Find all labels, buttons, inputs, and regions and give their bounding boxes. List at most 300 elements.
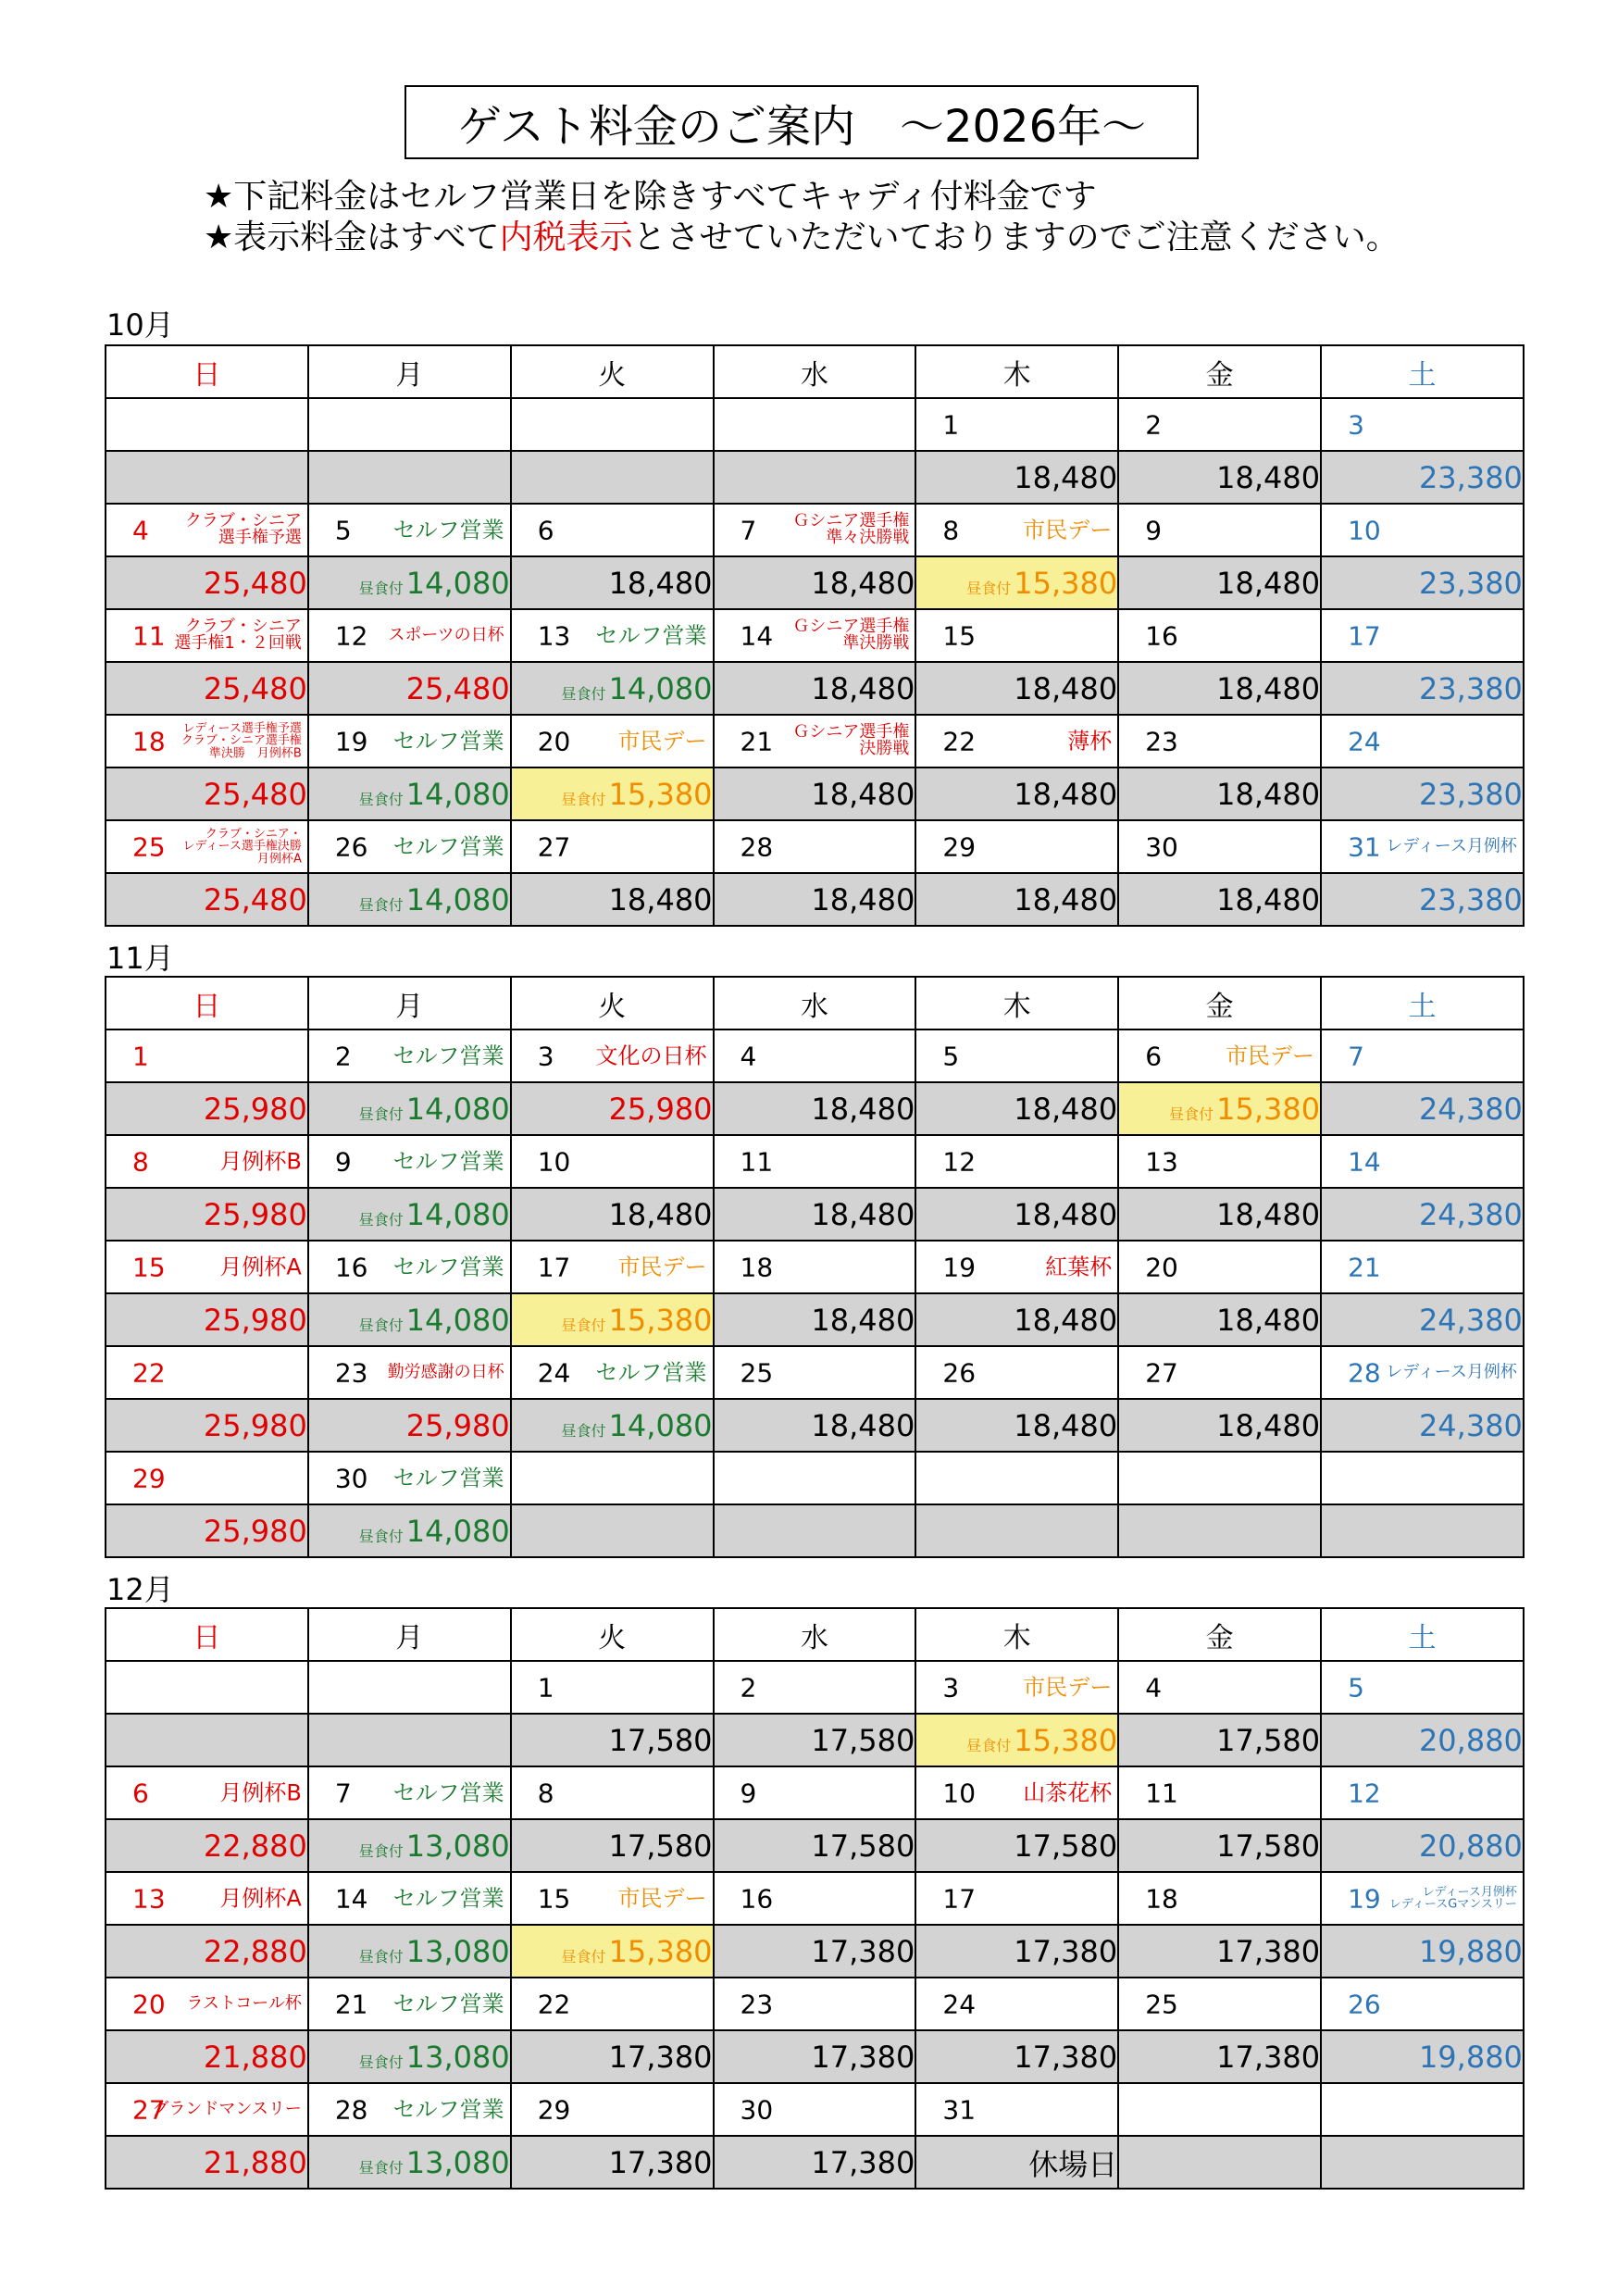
day-cell bbox=[1118, 609, 1321, 662]
day-cell bbox=[106, 504, 308, 556]
event-label: セルフ営業 bbox=[392, 832, 504, 859]
price-cell bbox=[511, 556, 714, 609]
price-cell bbox=[308, 873, 511, 926]
price-cell bbox=[308, 662, 511, 715]
price-value: 14,080 bbox=[608, 670, 713, 706]
day-number: 12 bbox=[334, 620, 368, 651]
day-number: 3 bbox=[942, 1672, 960, 1703]
day-number: 1 bbox=[942, 409, 960, 440]
price-value: 15,380 bbox=[608, 1933, 713, 1969]
day-number: 4 bbox=[1145, 1672, 1163, 1703]
day-number: 13 bbox=[537, 620, 571, 651]
event-label: セルフ営業 bbox=[392, 1147, 504, 1174]
day-cell bbox=[106, 1029, 308, 1082]
price-cell bbox=[714, 1188, 916, 1241]
price-cell bbox=[511, 767, 714, 820]
price-value: 25,480 bbox=[405, 670, 510, 706]
day-number: 3 bbox=[1348, 409, 1364, 440]
day-number: 14 bbox=[1348, 1146, 1381, 1177]
day-cell bbox=[714, 715, 916, 767]
day-cell bbox=[1118, 504, 1321, 556]
day-cell bbox=[511, 1661, 714, 1714]
price-value: 13,080 bbox=[405, 1933, 510, 1969]
day-cell bbox=[1321, 2083, 1524, 2136]
day-number: 18 bbox=[740, 1252, 774, 1282]
price-value: 18,480 bbox=[811, 1091, 915, 1127]
price-cell bbox=[308, 1819, 511, 1872]
lunch-included-label: 昼食付 bbox=[1169, 1104, 1214, 1123]
day-cell bbox=[1321, 1661, 1524, 1714]
day-number: 30 bbox=[334, 1463, 368, 1493]
day-number: 9 bbox=[740, 1778, 757, 1808]
price-value: 17,380 bbox=[811, 2039, 915, 2075]
day-cell bbox=[308, 609, 511, 662]
day-cell bbox=[106, 820, 308, 873]
price-value: 24,380 bbox=[1418, 1196, 1523, 1232]
price-cell bbox=[308, 2136, 511, 2189]
price-value: 18,480 bbox=[1216, 881, 1321, 917]
price-cell bbox=[106, 1188, 308, 1241]
price-value: 17,380 bbox=[1216, 1933, 1321, 1969]
price-cell bbox=[714, 1925, 916, 1978]
day-cell bbox=[308, 398, 511, 451]
day-number: 10 bbox=[1348, 515, 1381, 545]
day-cell bbox=[1118, 1029, 1321, 1082]
day-number: 28 bbox=[334, 2094, 368, 2125]
day-cell bbox=[714, 820, 916, 873]
price-value: 18,480 bbox=[811, 670, 915, 706]
price-cell bbox=[511, 451, 714, 504]
event-label: クラブ・シニア・ レディース選手権決勝 月例杯A bbox=[182, 827, 302, 867]
price-value: 休場日 bbox=[1028, 2146, 1118, 2182]
day-number: 26 bbox=[334, 831, 368, 862]
price-cell bbox=[915, 2030, 1118, 2083]
day-number: 16 bbox=[1145, 620, 1178, 651]
price-value: 18,480 bbox=[1014, 1196, 1118, 1232]
price-value: 24,380 bbox=[1418, 1302, 1523, 1338]
day-number: 20 bbox=[537, 726, 571, 756]
event-label: 月例杯B bbox=[219, 1778, 302, 1805]
price-cell bbox=[308, 556, 511, 609]
day-number: 19 bbox=[942, 1252, 977, 1282]
price-value: 13,080 bbox=[405, 1828, 510, 1864]
weekday-header: 土 bbox=[1321, 1608, 1524, 1661]
day-cell bbox=[714, 1661, 916, 1714]
price-value: 17,380 bbox=[811, 2144, 915, 2180]
day-number: 9 bbox=[334, 1146, 352, 1177]
lunch-included-label: 昼食付 bbox=[561, 684, 606, 703]
price-cell bbox=[308, 1293, 511, 1346]
day-cell bbox=[714, 1452, 916, 1504]
day-number: 2 bbox=[334, 1041, 352, 1071]
event-label: セルフ営業 bbox=[392, 516, 504, 543]
price-cell bbox=[106, 1082, 308, 1135]
day-number: 28 bbox=[740, 831, 774, 862]
price-cell bbox=[511, 1504, 714, 1557]
month-label-nov: 11月 bbox=[106, 941, 174, 976]
price-cell bbox=[1118, 451, 1321, 504]
weekday-header: 水 bbox=[714, 345, 916, 398]
weekday-header: 木 bbox=[915, 977, 1118, 1029]
day-cell bbox=[714, 609, 916, 662]
day-number: 6 bbox=[132, 1778, 149, 1808]
weekday-header: 土 bbox=[1321, 977, 1524, 1029]
price-cell bbox=[714, 1504, 916, 1557]
day-number: 30 bbox=[740, 2094, 774, 2125]
price-cell bbox=[511, 2030, 714, 2083]
day-cell bbox=[106, 1241, 308, 1293]
price-cell bbox=[1321, 2030, 1524, 2083]
event-label: クラブ・シニア 選手権1・２回戦 bbox=[174, 616, 302, 654]
day-number: 22 bbox=[942, 726, 977, 756]
price-cell bbox=[1118, 662, 1321, 715]
day-number: 4 bbox=[132, 515, 149, 545]
weekday-header: 金 bbox=[1118, 1608, 1321, 1661]
price-cell bbox=[714, 1399, 916, 1452]
day-number: 8 bbox=[537, 1778, 554, 1808]
day-cell bbox=[1118, 1452, 1321, 1504]
price-value: 18,480 bbox=[811, 565, 915, 601]
price-cell bbox=[1118, 1399, 1321, 1452]
price-value: 17,580 bbox=[608, 1828, 713, 1864]
price-cell bbox=[106, 451, 308, 504]
price-cell bbox=[714, 767, 916, 820]
day-number: 25 bbox=[132, 831, 166, 862]
price-value: 18,480 bbox=[1014, 1091, 1118, 1127]
price-value: 17,380 bbox=[811, 1933, 915, 1969]
lunch-included-label: 昼食付 bbox=[966, 1736, 1012, 1754]
price-cell bbox=[106, 1293, 308, 1346]
day-cell bbox=[308, 1978, 511, 2030]
lunch-included-label: 昼食付 bbox=[561, 790, 606, 808]
event-label: グランドマンスリー bbox=[152, 2099, 302, 2119]
day-cell bbox=[1118, 820, 1321, 873]
price-cell bbox=[308, 1188, 511, 1241]
day-number: 27 bbox=[132, 2094, 166, 2125]
price-cell bbox=[511, 1714, 714, 1766]
day-cell bbox=[915, 609, 1118, 662]
day-cell bbox=[106, 1978, 308, 2030]
price-cell bbox=[106, 662, 308, 715]
day-cell bbox=[511, 820, 714, 873]
price-cell bbox=[714, 1714, 916, 1766]
day-cell bbox=[1118, 1872, 1321, 1925]
day-cell bbox=[915, 820, 1118, 873]
month-label-oct: 10月 bbox=[106, 307, 174, 343]
event-label: 月例杯A bbox=[219, 1253, 302, 1279]
day-cell bbox=[915, 1978, 1118, 2030]
day-number: 18 bbox=[132, 726, 166, 756]
price-value: 14,080 bbox=[405, 1302, 510, 1338]
day-number: 23 bbox=[1145, 726, 1178, 756]
day-number: 29 bbox=[942, 831, 977, 862]
day-cell bbox=[308, 1346, 511, 1399]
day-number: 29 bbox=[537, 2094, 571, 2125]
day-number: 19 bbox=[1348, 1883, 1381, 1914]
day-number: 7 bbox=[740, 515, 757, 545]
price-cell bbox=[1118, 2030, 1321, 2083]
price-value: 22,880 bbox=[203, 1828, 307, 1864]
price-value: 15,380 bbox=[1014, 565, 1118, 601]
day-cell bbox=[1321, 1452, 1524, 1504]
day-number: 12 bbox=[1348, 1778, 1381, 1808]
note-tax-highlight: 内税表示 bbox=[499, 218, 633, 256]
day-cell bbox=[308, 1029, 511, 1082]
day-cell bbox=[106, 715, 308, 767]
price-value: 18,480 bbox=[1216, 1196, 1321, 1232]
day-cell bbox=[1118, 1135, 1321, 1188]
price-cell bbox=[1118, 2136, 1321, 2189]
day-number: 17 bbox=[942, 1883, 977, 1914]
weekday-header: 水 bbox=[714, 1608, 916, 1661]
weekday-header: 月 bbox=[308, 345, 511, 398]
price-cell bbox=[106, 2030, 308, 2083]
day-number: 21 bbox=[1348, 1252, 1381, 1282]
day-cell bbox=[915, 1029, 1118, 1082]
lunch-included-label: 昼食付 bbox=[561, 1316, 606, 1334]
price-value: 18,480 bbox=[1014, 776, 1118, 812]
day-number: 13 bbox=[1145, 1146, 1178, 1177]
weekday-header: 月 bbox=[308, 977, 511, 1029]
day-number: 21 bbox=[334, 1989, 368, 2019]
price-value: 18,480 bbox=[811, 776, 915, 812]
day-cell bbox=[511, 1241, 714, 1293]
day-number: 22 bbox=[537, 1989, 571, 2019]
price-cell bbox=[915, 1293, 1118, 1346]
lunch-included-label: 昼食付 bbox=[358, 1210, 404, 1229]
calendar-nov bbox=[105, 976, 1525, 1558]
price-value: 23,380 bbox=[1418, 670, 1523, 706]
day-cell bbox=[308, 504, 511, 556]
event-label: レディース月例杯 bbox=[1386, 1362, 1517, 1382]
day-cell bbox=[915, 504, 1118, 556]
price-value: 23,380 bbox=[1418, 565, 1523, 601]
price-value: 20,880 bbox=[1418, 1828, 1523, 1864]
price-cell bbox=[511, 662, 714, 715]
price-cell bbox=[1321, 2136, 1524, 2189]
price-value: 24,380 bbox=[1418, 1407, 1523, 1443]
weekday-header: 金 bbox=[1118, 345, 1321, 398]
day-cell bbox=[511, 398, 714, 451]
event-label: セルフ営業 bbox=[392, 727, 504, 754]
day-number: 15 bbox=[942, 620, 977, 651]
day-cell bbox=[714, 1241, 916, 1293]
day-number: 4 bbox=[740, 1041, 757, 1071]
event-label: 市民デー bbox=[1226, 1042, 1315, 1068]
event-label: レディース月例杯 bbox=[1386, 836, 1517, 856]
day-cell bbox=[308, 1452, 511, 1504]
weekday-header: 木 bbox=[915, 345, 1118, 398]
day-cell bbox=[511, 609, 714, 662]
price-value: 14,080 bbox=[405, 1196, 510, 1232]
price-cell bbox=[1118, 556, 1321, 609]
price-value: 15,380 bbox=[608, 776, 713, 812]
day-cell bbox=[1118, 2083, 1321, 2136]
price-value: 14,080 bbox=[405, 776, 510, 812]
price-cell bbox=[1118, 1188, 1321, 1241]
price-cell bbox=[106, 1819, 308, 1872]
event-label: スポーツの日杯 bbox=[388, 625, 504, 645]
day-cell bbox=[1321, 398, 1524, 451]
lunch-included-label: 昼食付 bbox=[358, 1104, 404, 1123]
day-cell bbox=[511, 715, 714, 767]
day-cell bbox=[1321, 715, 1524, 767]
day-cell bbox=[308, 1135, 511, 1188]
price-cell bbox=[1118, 1504, 1321, 1557]
day-number: 10 bbox=[537, 1146, 571, 1177]
day-cell bbox=[714, 398, 916, 451]
price-cell bbox=[1118, 1925, 1321, 1978]
event-label: 薄杯 bbox=[1067, 727, 1113, 754]
day-cell bbox=[915, 2083, 1118, 2136]
day-cell bbox=[106, 1346, 308, 1399]
price-value: 17,380 bbox=[1014, 2039, 1118, 2075]
price-cell bbox=[106, 1399, 308, 1452]
price-value: 25,480 bbox=[203, 565, 307, 601]
day-cell bbox=[1321, 1766, 1524, 1819]
price-value: 17,380 bbox=[608, 2144, 713, 2180]
day-cell bbox=[915, 1135, 1118, 1188]
price-cell bbox=[106, 1504, 308, 1557]
day-cell bbox=[511, 1978, 714, 2030]
price-value: 23,380 bbox=[1418, 459, 1523, 495]
event-label: 山茶花杯 bbox=[1023, 1778, 1113, 1805]
lunch-included-label: 昼食付 bbox=[358, 1316, 404, 1334]
price-cell bbox=[1321, 1293, 1524, 1346]
price-value: 17,380 bbox=[1014, 1933, 1118, 1969]
day-number: 6 bbox=[1145, 1041, 1163, 1071]
price-value: 18,480 bbox=[1014, 670, 1118, 706]
price-value: 18,480 bbox=[1014, 1302, 1118, 1338]
weekday-header: 日 bbox=[106, 1608, 308, 1661]
day-number: 6 bbox=[537, 515, 554, 545]
day-number: 31 bbox=[1348, 831, 1381, 862]
day-cell bbox=[1321, 820, 1524, 873]
event-label: 市民デー bbox=[1023, 1673, 1113, 1700]
day-cell bbox=[915, 1452, 1118, 1504]
day-cell bbox=[1118, 1766, 1321, 1819]
price-cell bbox=[1321, 873, 1524, 926]
price-cell bbox=[915, 1399, 1118, 1452]
day-cell bbox=[511, 504, 714, 556]
day-cell bbox=[1118, 398, 1321, 451]
day-cell bbox=[511, 1452, 714, 1504]
day-cell bbox=[106, 398, 308, 451]
price-cell bbox=[511, 2136, 714, 2189]
event-label: 市民デー bbox=[1023, 516, 1113, 543]
price-cell bbox=[714, 873, 916, 926]
day-number: 27 bbox=[1145, 1357, 1178, 1388]
price-cell bbox=[1321, 1082, 1524, 1135]
day-number: 5 bbox=[334, 515, 352, 545]
event-label: 月例杯A bbox=[219, 1884, 302, 1911]
price-cell bbox=[1118, 1293, 1321, 1346]
day-number: 3 bbox=[537, 1041, 554, 1071]
price-cell bbox=[106, 2136, 308, 2189]
price-value: 25,980 bbox=[608, 1091, 713, 1127]
event-label: セルフ営業 bbox=[392, 1042, 504, 1068]
price-cell bbox=[308, 1399, 511, 1452]
lunch-included-label: 昼食付 bbox=[358, 1527, 404, 1545]
price-cell bbox=[915, 1819, 1118, 1872]
calendar-oct bbox=[105, 344, 1525, 927]
lunch-included-label: 昼食付 bbox=[358, 1947, 404, 1965]
price-value: 14,080 bbox=[405, 565, 510, 601]
note-caddie: ★下記料金はセルフ営業日を除きすべてキャディ付料金です bbox=[204, 178, 1097, 216]
day-cell bbox=[511, 1029, 714, 1082]
lunch-included-label: 昼食付 bbox=[966, 579, 1012, 597]
day-number: 2 bbox=[740, 1672, 757, 1703]
price-value: 19,880 bbox=[1418, 2039, 1523, 2075]
price-cell bbox=[106, 767, 308, 820]
day-cell bbox=[915, 1241, 1118, 1293]
page-title: ゲスト料金のご案内 ～2026年～ bbox=[404, 85, 1199, 159]
price-value: 18,480 bbox=[811, 881, 915, 917]
price-cell bbox=[308, 1714, 511, 1766]
price-cell bbox=[1118, 1819, 1321, 1872]
weekday-header: 水 bbox=[714, 977, 916, 1029]
day-cell bbox=[1321, 609, 1524, 662]
event-label: 市民デー bbox=[617, 1884, 707, 1911]
weekday-header: 火 bbox=[511, 1608, 714, 1661]
lunch-included-label: 昼食付 bbox=[358, 790, 404, 808]
day-number: 7 bbox=[1348, 1041, 1364, 1071]
day-cell bbox=[915, 1346, 1118, 1399]
day-cell bbox=[714, 1978, 916, 2030]
day-cell bbox=[915, 1661, 1118, 1714]
day-cell bbox=[1118, 1661, 1321, 1714]
price-cell bbox=[915, 662, 1118, 715]
note-tax bbox=[204, 211, 1400, 258]
day-number: 20 bbox=[1145, 1252, 1178, 1282]
day-number: 22 bbox=[132, 1357, 166, 1388]
note-tax-post: とさせていただいておりますのでご注意ください。 bbox=[632, 218, 1400, 256]
price-cell bbox=[1321, 451, 1524, 504]
day-cell bbox=[308, 1661, 511, 1714]
price-cell bbox=[511, 1082, 714, 1135]
day-cell bbox=[511, 1872, 714, 1925]
weekday-header: 火 bbox=[511, 977, 714, 1029]
lunch-included-label: 昼食付 bbox=[358, 2158, 404, 2177]
day-number: 21 bbox=[740, 726, 774, 756]
event-label: 紅葉杯 bbox=[1045, 1253, 1113, 1279]
price-value: 14,080 bbox=[405, 881, 510, 917]
price-value: 17,580 bbox=[1216, 1722, 1321, 1758]
day-number: 16 bbox=[334, 1252, 368, 1282]
price-value: 18,480 bbox=[1216, 670, 1321, 706]
day-cell bbox=[511, 1766, 714, 1819]
price-cell bbox=[308, 2030, 511, 2083]
day-cell bbox=[511, 1346, 714, 1399]
price-value: 17,580 bbox=[608, 1722, 713, 1758]
price-cell bbox=[1118, 767, 1321, 820]
day-cell bbox=[1321, 1872, 1524, 1925]
price-cell bbox=[915, 1714, 1118, 1766]
day-number: 10 bbox=[942, 1778, 977, 1808]
day-cell bbox=[308, 2083, 511, 2136]
weekday-header: 火 bbox=[511, 345, 714, 398]
weekday-header: 土 bbox=[1321, 345, 1524, 398]
price-value: 18,480 bbox=[608, 565, 713, 601]
price-cell bbox=[1321, 1819, 1524, 1872]
day-number: 25 bbox=[1145, 1989, 1178, 2019]
price-cell bbox=[308, 451, 511, 504]
price-value: 17,580 bbox=[1014, 1828, 1118, 1864]
price-cell bbox=[915, 1925, 1118, 1978]
event-label: セルフ営業 bbox=[392, 1990, 504, 2016]
event-label: セルフ営業 bbox=[392, 1778, 504, 1805]
day-number: 23 bbox=[740, 1989, 774, 2019]
